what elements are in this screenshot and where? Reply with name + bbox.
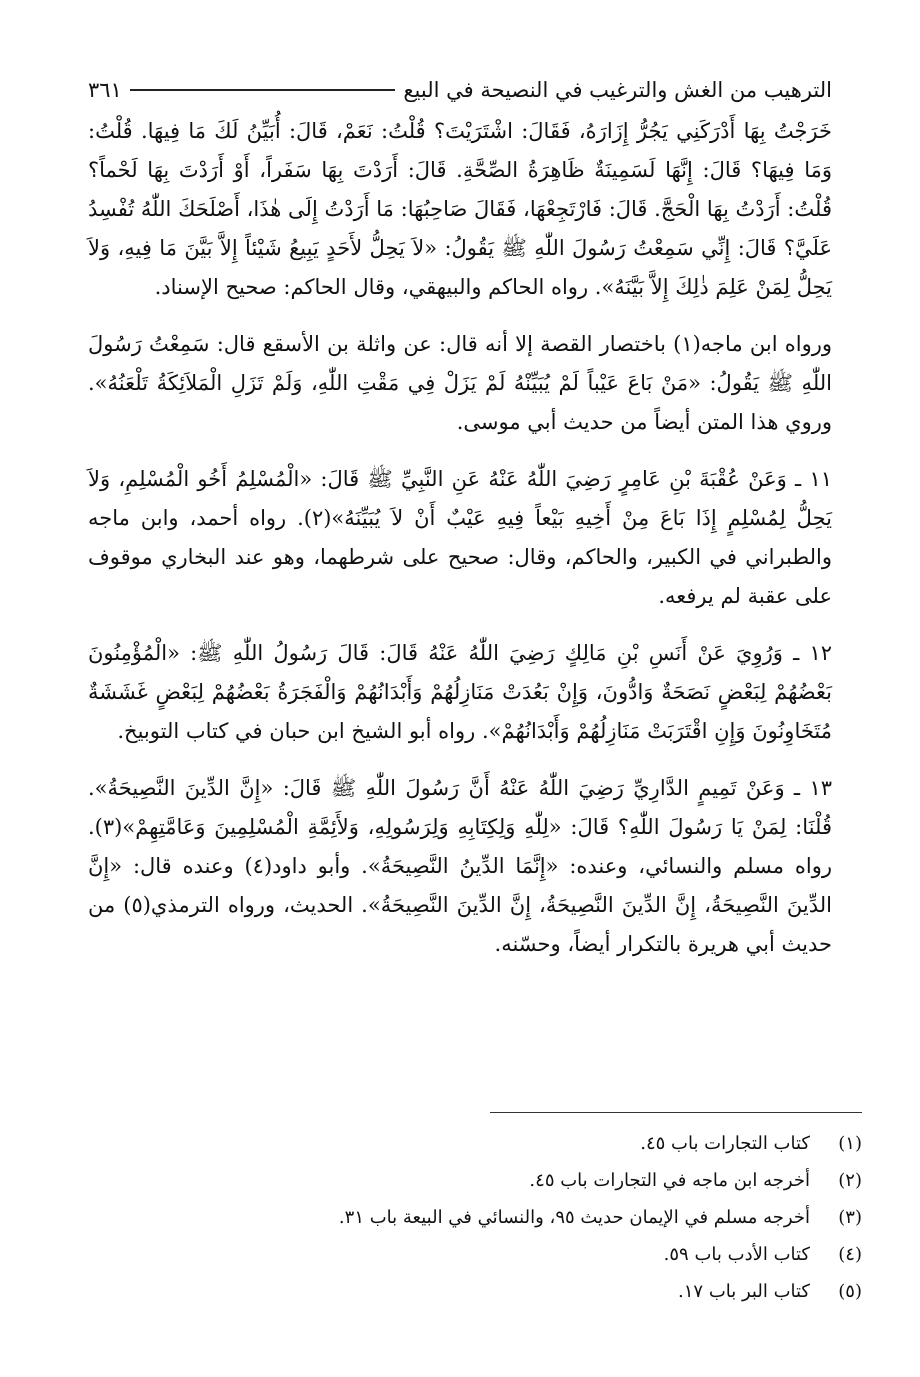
header-title: الترهيب من الغش والترغيب في النصيحة في البيع xyxy=(403,78,832,102)
main-text xyxy=(88,112,832,964)
footnote-divider xyxy=(490,1112,862,1113)
footnote-item xyxy=(88,1273,862,1310)
footnote-text: أخرجه مسلم في الإيمان حديث ٩٥، والنسائي في البيعة باب ٣١. xyxy=(338,1207,810,1228)
footnote-text: كتاب الأدب باب ٥٩. xyxy=(663,1244,810,1265)
footnote-text: كتاب التجارات باب ٤٥. xyxy=(640,1133,810,1154)
footnote-text: أخرجه ابن ماجه في التجارات باب ٤٥. xyxy=(529,1170,810,1191)
footnote-item xyxy=(88,1199,862,1236)
footnote-number: (٤) xyxy=(838,1244,862,1265)
footnote-item xyxy=(88,1162,862,1199)
hadith-12: ١٢ ـ وَرُوِيَ عَنْ أَنَسِ بْنِ مَالِكٍ رَضِيَ اللّٰهُ عَنْهُ قَالَ: قَالَ رَسُولُ اللّٰهِ ﷺ: «الْمُؤْمِنُونَ بَعْضُهُمْ لِبَعْضٍ نَصَحَةٌ وَادُّونَ، وَإِنْ بَعُدَتْ مَنَازِلُهُمْ وَأَبْدَانُهُمْ وَالْفَجَرَةُ بَعْضُهُمْ لِبَعْضٍ غَشَشَةٌ مُتَخَاوِنُونَ وَإِنِ اقْتَرَبَتْ مَنَازِلُهُمْ وَأَبْدَانُهُمْ». رواه أبو الشيخ ابن حبان في كتاب التوبيخ. xyxy=(88,641,832,743)
footnote-text: كتاب البر باب ١٧. xyxy=(678,1281,810,1302)
paragraph-ibn-majah-note: ورواه ابن ماجه(١) باختصار القصة إلا أنه قال: عن واثلة بن الأسقع قال: سَمِعْتُ رَسُولَ اللّٰهِ ﷺ يَقُولُ: «مَنْ بَاعَ عَيْباً لَمْ يُبَيِّنْهُ لَمْ يَزَلْ فِي مَقْتِ اللّٰهِ، وَلَمْ تَزَلِ الْمَلاَئِكَةُ تَلْعَنُهُ». وروي هذا المتن أيضاً من حديث أبي موسى. xyxy=(88,332,832,434)
footnote-number: (١) xyxy=(838,1133,862,1154)
footnote-number: (٥) xyxy=(838,1281,862,1302)
hadith-13: ١٣ ـ وَعَنْ تَمِيمٍ الدَّارِيِّ رَضِيَ اللّٰهُ عَنْهُ أَنَّ رَسُولَ اللّٰهِ ﷺ قَالَ: «إِنَّ الدِّينَ النَّصِيحَةُ». قُلْنَا: لِمَنْ يَا رَسُولَ اللّٰهِ؟ قَالَ: «لِلّٰهِ وَلِكِتَابِهِ وَلِرَسُولِهِ، وَلأَئِمَّةِ الْمُسْلِمِينَ وَعَامَّتِهِمْ»(٣). رواه مسلم والنسائي، وعنده: «إِنَّمَا الدِّينُ النَّصِيحَةُ». وأبو داود(٤) وعنده قال: «إِنَّ الدِّينَ النَّصِيحَةُ، إِنَّ الدِّينَ النَّصِيحَةُ، إِنَّ الدِّينَ النَّصِيحَةُ». الحديث، ورواه الترمذي(٥) من حديث أبي هريرة بالتكرار أيضاً، وحسّنه. xyxy=(88,776,832,956)
running-header xyxy=(88,72,832,108)
footnote-number: (٢) xyxy=(838,1170,862,1191)
footnote-item xyxy=(88,1125,862,1162)
header-rule xyxy=(130,89,396,91)
footnote-item xyxy=(88,1236,862,1273)
footnote-number: (٣) xyxy=(838,1207,862,1228)
footnotes xyxy=(88,1125,862,1310)
hadith-11: ١١ ـ وَعَنْ عُقْبَةَ بْنِ عَامِرٍ رَضِيَ اللّٰهُ عَنْهُ عَنِ النَّبِيِّ ﷺ قَالَ: «الْمُسْلِمُ أَخُو الْمُسْلِمِ، وَلاَ يَحِلُّ لِمُسْلِمٍ إِذَا بَاعَ مِنْ أَخِيهِ بَيْعاً فِيهِ عَيْبٌ أَنْ لاَ يُبَيِّنَهُ»(٢). رواه أحمد، وابن ماجه والطبراني في الكبير، والحاكم، وقال: صحيح على شرطهما، وهو عند البخاري موقوف على عقبة لم يرفعه. xyxy=(88,467,832,608)
page-number: ٣٦١ xyxy=(88,78,122,102)
paragraph-continuation: خَرَجْتُ بِهَا أَدْرَكَنِي يَجُرُّ إِزَارَهُ، فَقَالَ: اشْتَرَيْتَ؟ قُلْتُ: نَعَمْ، قَالَ: أُبَيِّنُ لَكَ مَا فِيهَا. قُلْتُ: وَمَا فِيهَا؟ قَالَ: إِنَّهَا لَسَمِينَةٌ ظَاهِرَةُ الصِّحَّةِ. قَالَ: أَرَدْتَ بِهَا سَفَراً، أَوْ أَرَدْتَ بِهَا لَحْماً؟ قُلْتُ: أَرَدْتُ بِهَا الْحَجَّ. قَالَ: فَارْتَجِعْهَا، فَقَالَ صَاحِبُهَا: مَا أَرَدْتُ إِلَى هٰذَا، أَصْلَحَكَ اللّٰهُ تُفْسِدُ عَلَيَّ؟ قَالَ: إِنِّي سَمِعْتُ رَسُولَ اللّٰهِ ﷺ يَقُولُ: «لاَ يَحِلُّ لأَحَدٍ يَبِيعُ شَيْئاً إِلاَّ بَيَّنَ مَا فِيهِ، وَلاَ يَحِلُّ لِمَنْ عَلِمَ ذٰلِكَ إِلاَّ بَيَّنَهُ». رواه الحاكم والبيهقي، وقال الحاكم: صحيح الإسناد. xyxy=(88,119,832,299)
